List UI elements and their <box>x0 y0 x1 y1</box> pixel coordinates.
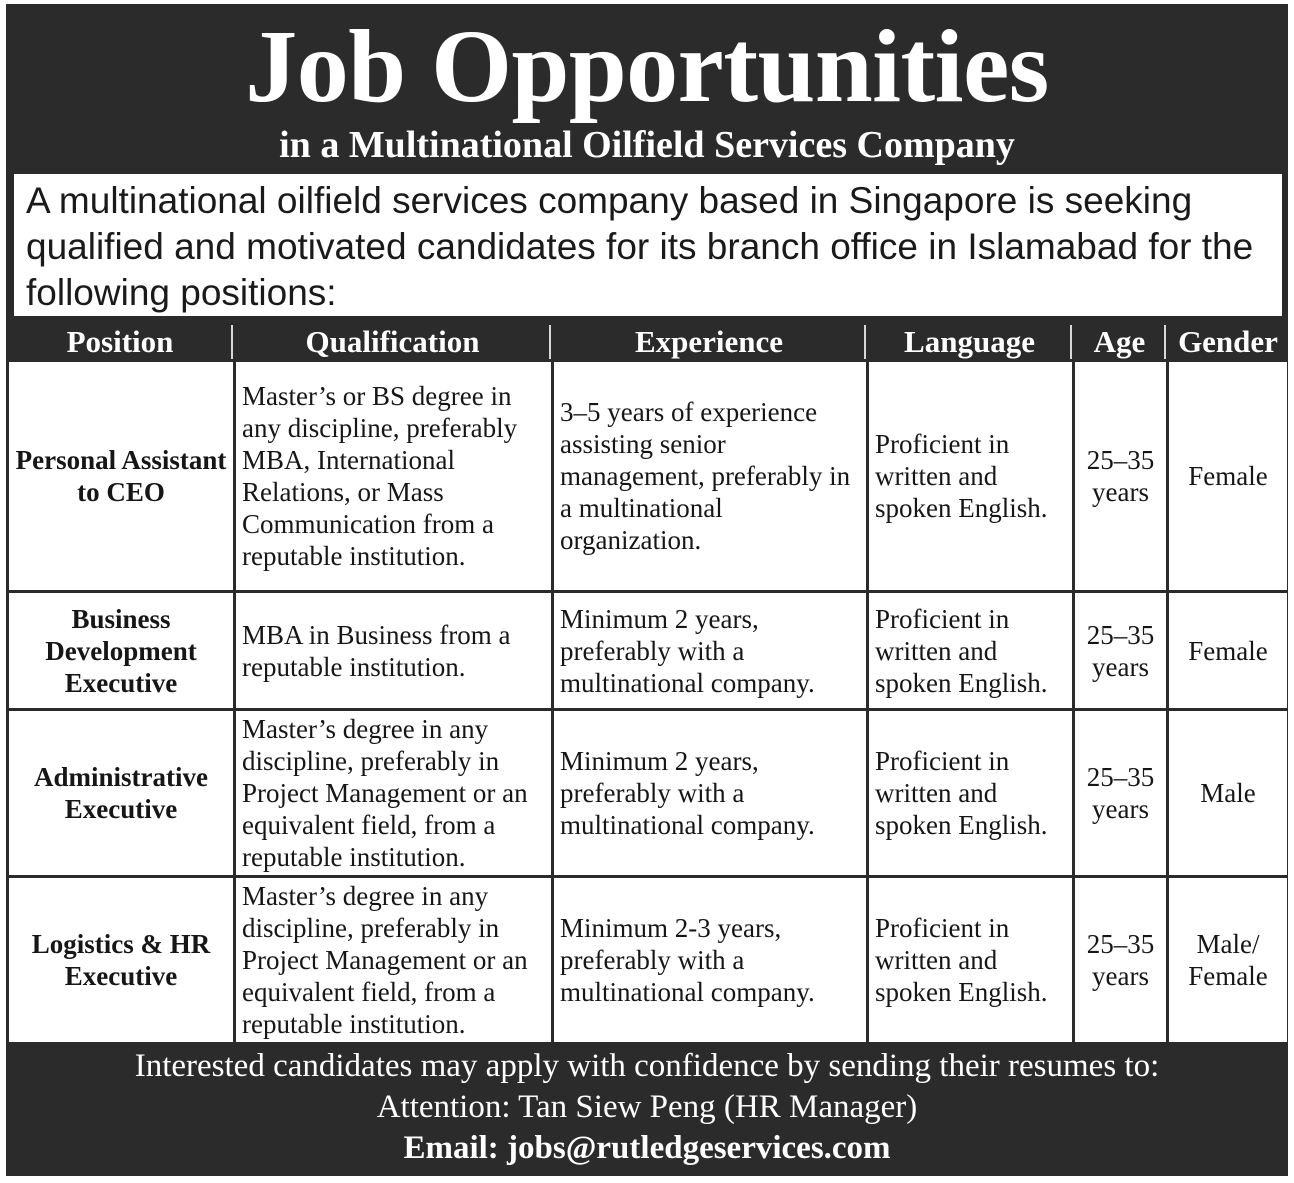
position-cell: Logistics & HR Executive <box>9 878 233 1042</box>
application-footer <box>6 1046 1288 1169</box>
language-cell: Proficient in written and spoken English. <box>869 878 1072 1042</box>
experience-cell: Minimum 2 years, preferably with a multinational company. <box>554 711 866 875</box>
position-cell: Personal Assistant to CEO <box>9 362 233 590</box>
qualification-cell: Master’s degree in any discipline, preferably in Project Management or an equivalent field, from a reputable institution. <box>236 878 551 1042</box>
table-row <box>9 711 1287 875</box>
language-cell: Proficient in written and spoken English. <box>869 711 1072 875</box>
column-header-gender: Gender <box>1178 324 1278 359</box>
positions-table <box>6 322 1290 1045</box>
attention-line: Attention: Tan Siew Peng (HR Manager) <box>376 1089 918 1125</box>
column-header-language: Language <box>869 325 1072 359</box>
job-advertisement <box>6 4 1288 1176</box>
language-cell: Proficient in written and spoken English. <box>869 593 1072 708</box>
table-row <box>9 593 1287 708</box>
column-header-experience: Experience <box>554 325 866 359</box>
experience-cell: Minimum 2 years, preferably with a multinational company. <box>554 593 866 708</box>
page-subtitle: in a Multinational Oilfield Services Company <box>279 124 1015 166</box>
table-header-row <box>9 325 1287 359</box>
age-cell: 25–35 years <box>1075 593 1166 708</box>
position-cell: Administrative Executive <box>9 711 233 875</box>
gender-cell: Female <box>1169 362 1287 590</box>
table-row <box>9 362 1287 590</box>
intro-paragraph: A multinational oilfield services company based in Singapore is seeking qualified and motivated candidates for its branch office in Islamabad for the following positions: <box>14 174 1282 316</box>
age-cell: 25–35 years <box>1075 711 1166 875</box>
qualification-cell: Master’s degree in any discipline, preferably in Project Management or an equivalent field, from a reputable institution. <box>236 711 551 875</box>
qualification-cell: Master’s or BS degree in any discipline, preferably MBA, International Relations, or Mass Communication from a reputable institution. <box>236 362 551 590</box>
experience-cell: Minimum 2-3 years, preferably with a multinational company. <box>554 878 866 1042</box>
age-cell: 25–35 years <box>1075 362 1166 590</box>
gender-cell: Female <box>1169 593 1287 708</box>
age-cell: 25–35 years <box>1075 878 1166 1042</box>
experience-cell: 3–5 years of experience assisting senior management, preferably in a multinational organization. <box>554 362 866 590</box>
gender-cell: Male/ Female <box>1169 878 1287 1042</box>
qualification-cell: MBA in Business from a reputable institution. <box>236 593 551 708</box>
gender-cell: Male <box>1169 711 1287 875</box>
apply-instructions: Interested candidates may apply with confidence by sending their resumes to: <box>134 1048 1160 1084</box>
page-title: Job Opportunities <box>245 9 1049 124</box>
position-cell: Business Development Executive <box>9 593 233 708</box>
language-cell: Proficient in written and spoken English. <box>869 362 1072 590</box>
table-row <box>9 878 1287 1042</box>
column-header-age: Age <box>1075 325 1166 359</box>
contact-email[interactable]: Email: jobs@rutledgeservices.com <box>403 1130 891 1166</box>
column-header-qualification: Qualification <box>236 325 551 359</box>
column-header-position: Position <box>9 325 233 359</box>
ad-header <box>6 4 1288 170</box>
